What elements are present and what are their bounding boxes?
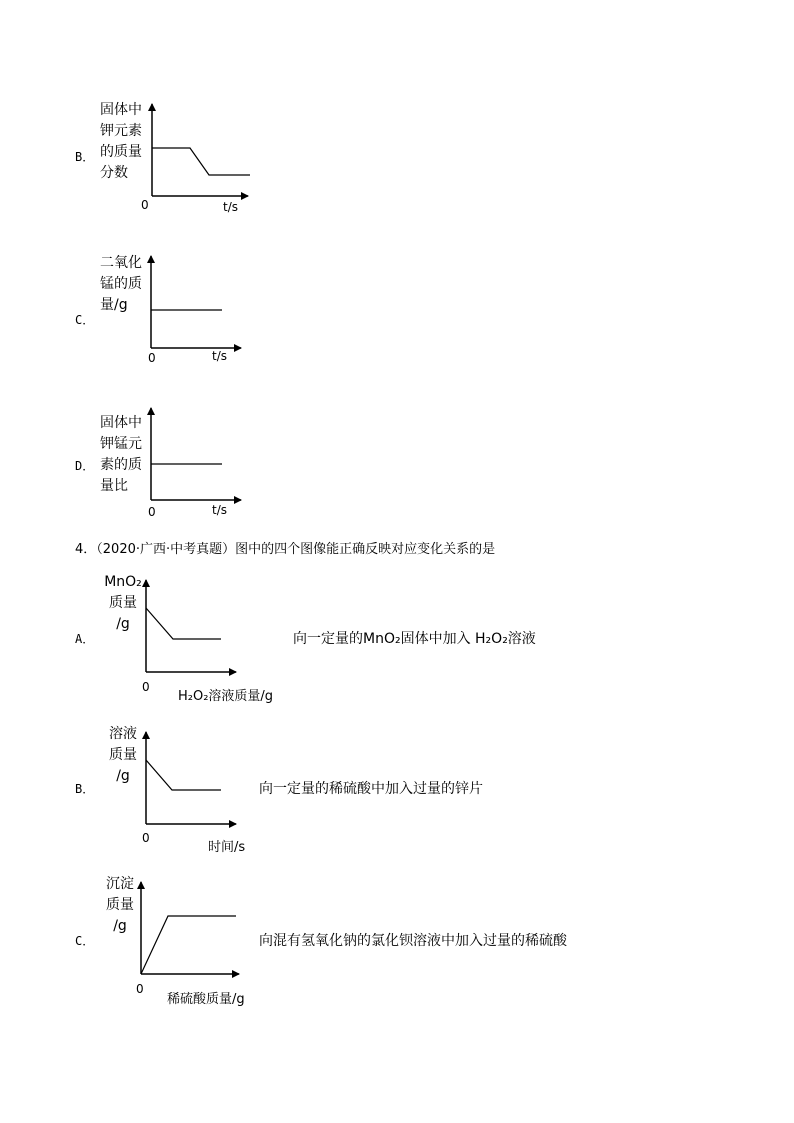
origin-label: 0 <box>148 351 156 365</box>
option-description: 向一定量的MnO₂固体中加入 H₂O₂溶液 <box>293 631 536 647</box>
option-description: 向一定量的稀硫酸中加入过量的锌片 <box>259 781 483 797</box>
curve <box>146 608 221 639</box>
origin-label: 0 <box>136 982 144 996</box>
curve <box>146 760 221 790</box>
y-label-line: 质量 <box>109 595 137 611</box>
y-label-line: 量比 <box>100 478 128 494</box>
y-label-line: 钾锰元 <box>100 436 142 452</box>
x-axis-label: t/s <box>212 503 227 517</box>
y-label-line: 二氧化 <box>100 255 142 271</box>
y-label-line: 分数 <box>100 165 128 181</box>
x-axis-label: t/s <box>212 349 227 363</box>
y-label-line: /g <box>116 768 130 784</box>
y-label-line: 质量 <box>106 897 134 913</box>
y-axis-label <box>104 724 142 787</box>
y-label-line: /g <box>113 918 127 934</box>
question-source: （2020·广西·中考真题） <box>96 542 236 557</box>
y-axis-label <box>100 253 142 316</box>
y-label-line: 素的质 <box>100 457 142 473</box>
graph-q4-c <box>141 882 239 974</box>
question-text: 图中的四个图像能正确反映对应变化关系的是 <box>235 542 496 557</box>
graph-prev-b <box>152 104 250 196</box>
question-4-stem <box>75 538 495 557</box>
x-axis-label: t/s <box>223 200 238 214</box>
x-axis-label: 稀硫酸质量/g <box>167 992 245 1007</box>
y-label-line: 钾元素 <box>100 123 142 139</box>
graph-q4-b <box>146 732 236 824</box>
y-label-line: 沉淀 <box>106 876 134 892</box>
origin-label: 0 <box>148 505 156 519</box>
y-axis-label <box>100 100 142 184</box>
y-axis-label <box>100 413 142 497</box>
x-axis-label: 时间/s <box>208 840 246 855</box>
y-label-line: 质量 <box>109 747 137 763</box>
y-axis-label <box>104 874 136 937</box>
graph-q4-a <box>146 580 236 672</box>
option-description: 向混有氢氧化钠的氯化钡溶液中加入过量的稀硫酸 <box>259 933 567 949</box>
y-label-line: 固体中 <box>100 102 142 118</box>
y-label-line: /g <box>116 616 130 632</box>
origin-label: 0 <box>142 831 150 845</box>
curve <box>152 148 250 175</box>
option-label-b: B． <box>75 782 95 796</box>
y-label-line: 溶液 <box>109 726 137 742</box>
y-label-line: 固体中 <box>100 415 142 431</box>
question-number: 4． <box>75 542 97 557</box>
y-axis-label <box>104 572 142 635</box>
option-label-d: D． <box>75 459 95 473</box>
y-label-line: 量/g <box>100 297 128 313</box>
x-axis-label: H₂O₂溶液质量/g <box>178 689 274 704</box>
option-label-b: B． <box>75 150 95 164</box>
graph-prev-d <box>151 408 241 500</box>
y-label-line: 的质量 <box>100 144 142 160</box>
y-label-formula: MnO₂ <box>104 574 142 590</box>
option-label-c: C． <box>75 313 95 327</box>
option-label-a: A． <box>75 632 95 646</box>
origin-label: 0 <box>142 680 150 694</box>
origin-label: 0 <box>141 198 149 212</box>
graph-prev-c <box>151 256 241 348</box>
y-label-line: 锰的质 <box>100 276 142 292</box>
option-label-c: C． <box>75 934 95 948</box>
curve <box>141 916 236 974</box>
